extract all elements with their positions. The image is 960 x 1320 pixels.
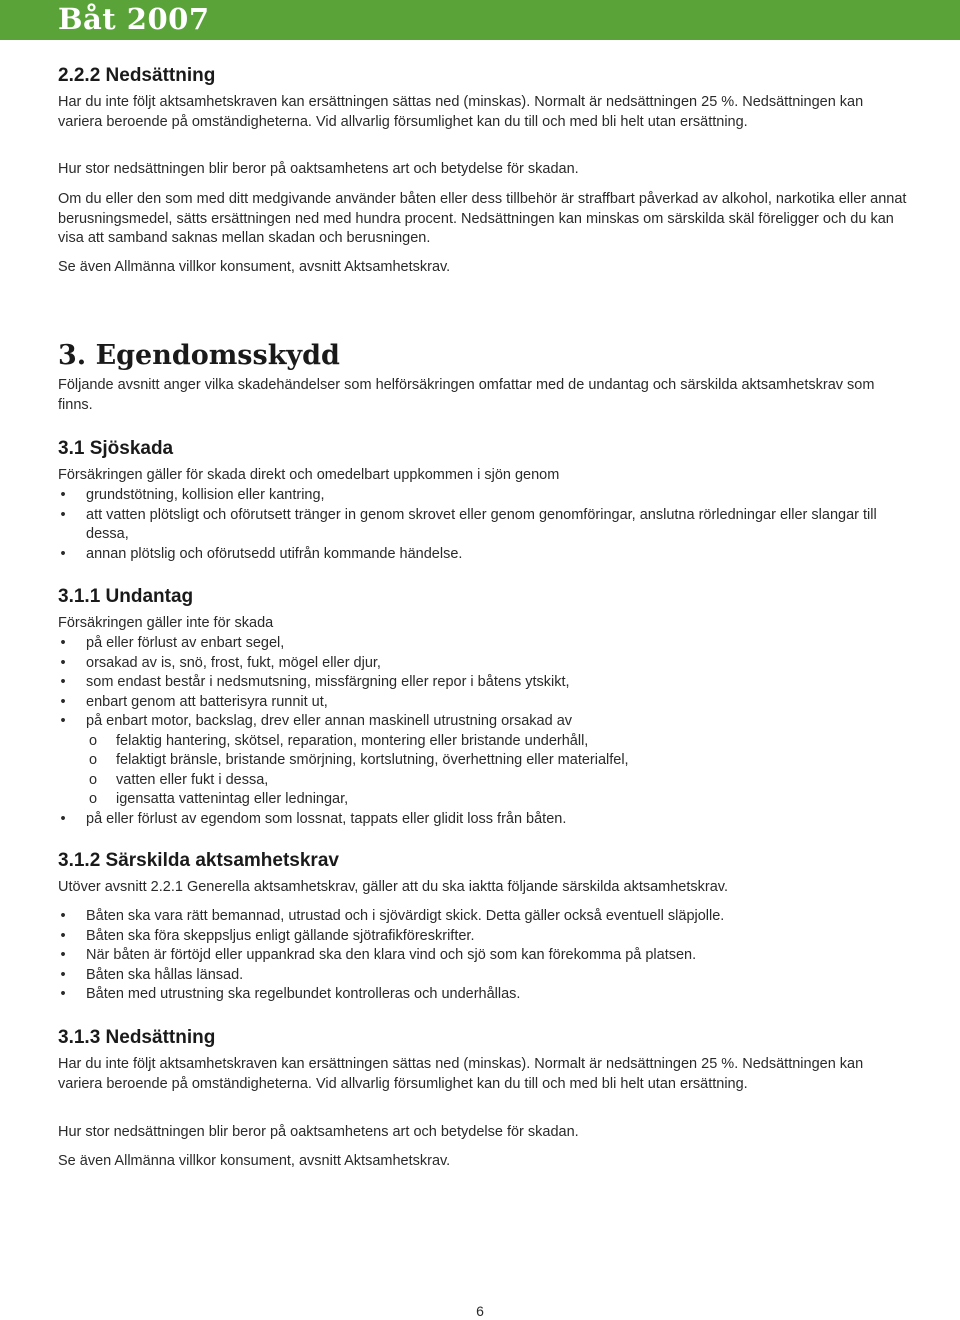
list-item: • enbart genom att batterisyra runnit ut, (58, 693, 908, 713)
list-item: • Båten ska vara rätt bemannad, utrustad och i sjövärdigt skick. Detta gäller också eventuell släpjolle. (58, 907, 908, 927)
bullet-list (58, 907, 908, 1005)
circle-bullet-icon: o (88, 732, 98, 749)
sub-list-item: o felaktigt bränsle, bristande smörjning, kortslutning, överhettning eller materialfel, (58, 751, 908, 771)
circle-bullet-icon: o (88, 752, 98, 768)
bullet-list (58, 486, 908, 564)
list-item: • att vatten plötsligt och oförutsett tränger in genom skrovet eller genom genomföringar, anslutna rörledningar eller slangar till dessa, (58, 506, 908, 545)
bullet-icon: • (60, 810, 66, 827)
sub-list-item: o igensatta vattenintag eller ledningar, (58, 790, 908, 810)
list-item: • på eller förlust av enbart segel, (58, 634, 908, 654)
paragraph: Utöver avsnitt 2.2.1 Generella aktsamhetskrav, gäller att du ska iaktta följande särskilda aktsamhetskrav. (58, 879, 728, 895)
section-heading-3-1-3: 3.1.3 Nedsättning (58, 1027, 216, 1048)
bullet-icon: • (60, 908, 66, 924)
circle-bullet-icon: o (88, 791, 98, 807)
sub-list-item: o vatten eller fukt i dessa, (58, 771, 908, 791)
bullet-icon: • (60, 487, 66, 503)
section-heading-2-2-2: 2.2.2 Nedsättning (58, 65, 216, 86)
bullet-icon: • (60, 966, 66, 983)
chapter-heading-3: 3. Egendomsskydd (58, 340, 340, 371)
circle-bullet-icon: o (88, 771, 98, 788)
paragraph: Har du inte följt aktsamhetskraven kan ersättningen sättas ned (minskas). Normalt är nedsättningen 25 %. Nedsättningen kan variera beroende på omständigheterna. Vid allvarlig försumlighet kan du till och med bli helt utan ersättning. (58, 94, 864, 130)
paragraph: Hur stor nedsättningen blir beror på oaktsamhetens art och betydelse för skadan. (58, 161, 579, 177)
list-item: • Båten ska hållas länsad. (58, 966, 908, 986)
section-heading-3-1-2: 3.1.2 Särskilda aktsamhetskrav (58, 850, 339, 871)
list-item: • När båten är förtöjd eller uppankrad ska den klara vind och sjö som kan förekomma på platsen. (58, 946, 908, 966)
paragraph: Försäkringen gäller inte för skada (58, 615, 274, 631)
bullet-icon: • (60, 674, 66, 690)
bullet-list (58, 634, 908, 829)
list-item: • Båten ska föra skeppsljus enligt gällande sjötrafikföreskrifter. (58, 927, 908, 947)
sub-list-item: o felaktig hantering, skötsel, reparation, montering eller bristande underhåll, (58, 732, 908, 752)
paragraph: Har du inte följt aktsamhetskraven kan ersättningen sättas ned (minskas). Normalt är nedsättningen 25 %. Nedsättningen kan variera beroende på omständigheterna. Vid allvarlig försumlighet kan du till och med bli helt utan ersättning. (58, 1056, 864, 1092)
paragraph: Se även Allmänna villkor konsument, avsnitt Aktsamhetskrav. (58, 1153, 451, 1169)
bullet-icon: • (60, 635, 66, 651)
paragraph: Följande avsnitt anger vilka skadehändelser som helförsäkringen omfattar med de undantag och särskilda aktsamhetskrav som finns. (58, 377, 875, 413)
bullet-icon: • (60, 927, 66, 944)
bullet-icon: • (60, 693, 66, 710)
list-item: • på enbart motor, backslag, drev eller annan maskinell utrustning orsakad av (58, 712, 908, 732)
bullet-icon: • (60, 947, 66, 963)
paragraph: Försäkringen gäller för skada direkt och omedelbart uppkommen i sjön genom (58, 467, 560, 483)
bullet-icon: • (60, 545, 66, 562)
bullet-icon: • (60, 654, 66, 671)
list-item: • som endast består i nedsmutsning, missfärgning eller repor i båtens ytskikt, (58, 673, 908, 693)
list-item: • orsakad av is, snö, frost, fukt, mögel eller djur, (58, 654, 908, 674)
document-title: Båt 2007 (58, 2, 210, 36)
bullet-icon: • (60, 506, 66, 523)
paragraph: Hur stor nedsättningen blir beror på oaktsamhetens art och betydelse för skadan. (58, 1124, 579, 1140)
list-item: • på eller förlust av egendom som lossnat, tappats eller glidit loss från båten. (58, 810, 908, 830)
page-number: 6 (476, 1303, 484, 1319)
section-heading-3-1: 3.1 Sjöskada (58, 438, 174, 459)
paragraph: Om du eller den som med ditt medgivande använder båten eller dess tillbehör är straffbart påverkad av alkohol, narkotika eller annat berusningsmedel, sätts ersättningen ned med hundra procent. Nedsättningen kan minskas om särskilda skäl föreligger och du kan visa att samband saknas mellan skadan och berusningen. (58, 191, 907, 246)
list-item: • Båten med utrustning ska regelbundet kontrolleras och underhållas. (58, 985, 908, 1005)
bullet-icon: • (60, 986, 66, 1002)
paragraph: Se även Allmänna villkor konsument, avsnitt Aktsamhetskrav. (58, 259, 451, 275)
header-bar (0, 0, 960, 40)
list-item: • annan plötslig och oförutsedd utifrån kommande händelse. (58, 545, 908, 565)
bullet-icon: • (60, 713, 66, 729)
section-heading-3-1-1: 3.1.1 Undantag (58, 586, 194, 607)
list-item: • grundstötning, kollision eller kantring, (58, 486, 908, 506)
